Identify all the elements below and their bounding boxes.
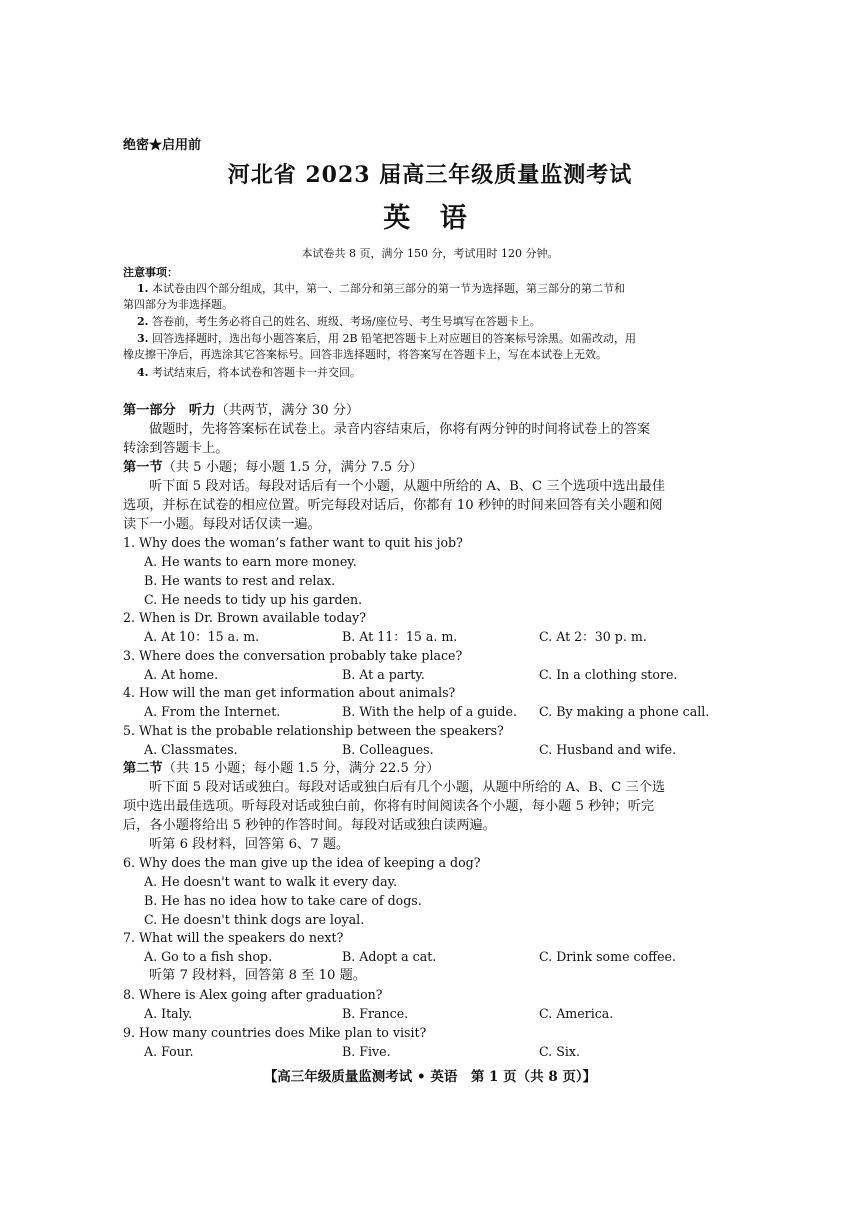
exam-info: 本试卷共 8 页，满分 150 分，考试用时 120 分钟。 (301, 247, 559, 260)
question-8-stem: 8. Where is Alex going after graduation? (123, 987, 383, 1002)
question-2-option-c: C. At 2：30 p. m. (539, 629, 647, 644)
question-7-options (144, 947, 744, 966)
question-2-stem: 2. When is Dr. Brown available today? (123, 610, 366, 625)
question-4-options (144, 702, 744, 721)
question-1-option-c: C. He needs to tidy up his garden. (144, 592, 363, 607)
question-1-option-a: A. He wants to earn more money. (144, 554, 357, 569)
question-9-option-b: B. Five. (342, 1044, 391, 1059)
question-3-options (144, 665, 744, 684)
material-7-note: 听第 7 段材料，回答第 8 至 10 题。 (149, 968, 366, 983)
question-3-option-a: A. At home. (144, 667, 219, 682)
question-7-option-a: A. Go to a fish shop. (144, 949, 273, 964)
question-4-stem: 4. How will the man get information about animals? (123, 685, 456, 700)
question-2-option-b: B. At 11：15 a. m. (342, 629, 458, 644)
question-8-option-c: C. America. (539, 1006, 614, 1021)
notice-item-3-cont: 橡皮擦干净后，再选涂其它答案标号。回答非选择题时，将答案写在答题卡上，写在本试卷上无效。 (123, 348, 607, 361)
section1-directions-3: 读下一小题。每段对话仅读一遍。 (123, 517, 321, 532)
question-5-option-b: B. Colleagues. (342, 742, 434, 757)
question-4-option-c: C. By making a phone call. (539, 704, 710, 719)
question-4-option-a: A. From the Internet. (144, 704, 281, 719)
question-3-stem: 3. Where does the conversation probably take place? (123, 648, 463, 663)
page-footer: 【高三年级质量监测考试 • 英语 第 1 页（共 8 页）】 (263, 1069, 597, 1085)
question-6-option-c: C. He doesn't think dogs are loyal. (144, 912, 365, 927)
section1-heading: 第一节（共 5 小题；每小题 1.5 分，满分 7.5 分） (123, 460, 423, 475)
notice-item-4: 4. 考试结束后，将本试卷和答题卡一并交回。 (137, 366, 361, 379)
exam-title: 河北省 2023 届高三年级质量监测考试 (227, 162, 633, 188)
notice-item-1: 1. 本试卷由四个部分组成，其中，第一、二部分和第三部分的第一节为选择题，第三部分的第二节和 (137, 282, 625, 295)
section1-directions-1: 听下面 5 段对话。每段对话后有一个小题，从题中所给的 A、B、C 三个选项中选出最佳 (149, 479, 666, 494)
notice-item-2: 2. 答卷前，考生务必将自己的姓名、班级、考场/座位号、考生号填写在答题卡上。 (137, 315, 541, 328)
notice-item-3: 3. 回答选择题时，选出每小题答案后，用 2B 铅笔把答题卡上对应题目的答案标号涂黑。如需改动，用 (137, 332, 637, 345)
question-5-stem: 5. What is the probable relationship between the speakers? (123, 723, 504, 738)
part1-intro-2: 转涂到答题卡上。 (123, 441, 229, 456)
question-7-option-c: C. Drink some coffee. (539, 949, 677, 964)
notice-heading: 注意事项： (123, 266, 178, 279)
question-9-option-a: A. Four. (144, 1044, 194, 1059)
question-5-options (144, 740, 744, 759)
question-6-option-b: B. He has no idea how to take care of dogs. (144, 893, 422, 908)
section2-directions-3: 后，各小题将给出 5 秒钟的作答时间。每段对话或独白读两遍。 (123, 818, 496, 833)
notice-item-1-cont: 第四部分为非选择题。 (123, 298, 233, 311)
subject-title: 英 语 (383, 203, 477, 234)
part1-heading: 第一部分 听力（共两节，满分 30 分） (123, 403, 360, 418)
question-8-option-b: B. France. (342, 1006, 409, 1021)
question-4-option-b: B. With the help of a guide. (342, 704, 517, 719)
question-9-options (144, 1042, 744, 1061)
question-6-stem: 6. Why does the man give up the idea of keeping a dog? (123, 855, 481, 870)
question-9-option-c: C. Six. (539, 1044, 580, 1059)
question-8-options (144, 1004, 744, 1023)
question-7-stem: 7. What will the speakers do next? (123, 930, 344, 945)
section2-heading: 第二节（共 15 小题；每小题 1.5 分，满分 22.5 分） (123, 761, 440, 776)
question-3-option-b: B. At a party. (342, 667, 425, 682)
part1-intro-1: 做题时，先将答案标在试卷上。录音内容结束后，你将有两分钟的时间将试卷上的答案 (149, 422, 651, 437)
question-1-stem: 1. Why does the woman’s father want to quit his job? (123, 535, 463, 550)
question-9-stem: 9. How many countries does Mike plan to visit? (123, 1025, 427, 1040)
question-7-option-b: B. Adopt a cat. (342, 949, 437, 964)
question-5-option-c: C. Husband and wife. (539, 742, 677, 757)
question-8-option-a: A. Italy. (144, 1006, 193, 1021)
material-6-note: 听第 6 段材料，回答第 6、7 题。 (149, 837, 350, 852)
section1-directions-2: 选项，并标在试卷的相应位置。听完每段对话后，你都有 10 秒钟的时间来回答有关小题和阅 (123, 498, 663, 513)
question-3-option-c: C. In a clothing store. (539, 667, 678, 682)
question-2-options (144, 627, 744, 646)
confidential-label: 绝密★启用前 (123, 138, 202, 153)
section2-directions-2: 项中选出最佳选项。听每段对话或独白前，你将有时间阅读各个小题，每小题 5 秒钟；听完 (123, 799, 655, 814)
section2-directions-1: 听下面 5 段对话或独白。每段对话或独白后有几个小题，从题中所给的 A、B、C 三个选 (149, 780, 666, 795)
question-2-option-a: A. At 10：15 a. m. (144, 629, 260, 644)
question-6-option-a: A. He doesn't want to walk it every day. (144, 874, 398, 889)
question-5-option-a: A. Classmates. (144, 742, 238, 757)
question-1-option-b: B. He wants to rest and relax. (144, 573, 336, 588)
